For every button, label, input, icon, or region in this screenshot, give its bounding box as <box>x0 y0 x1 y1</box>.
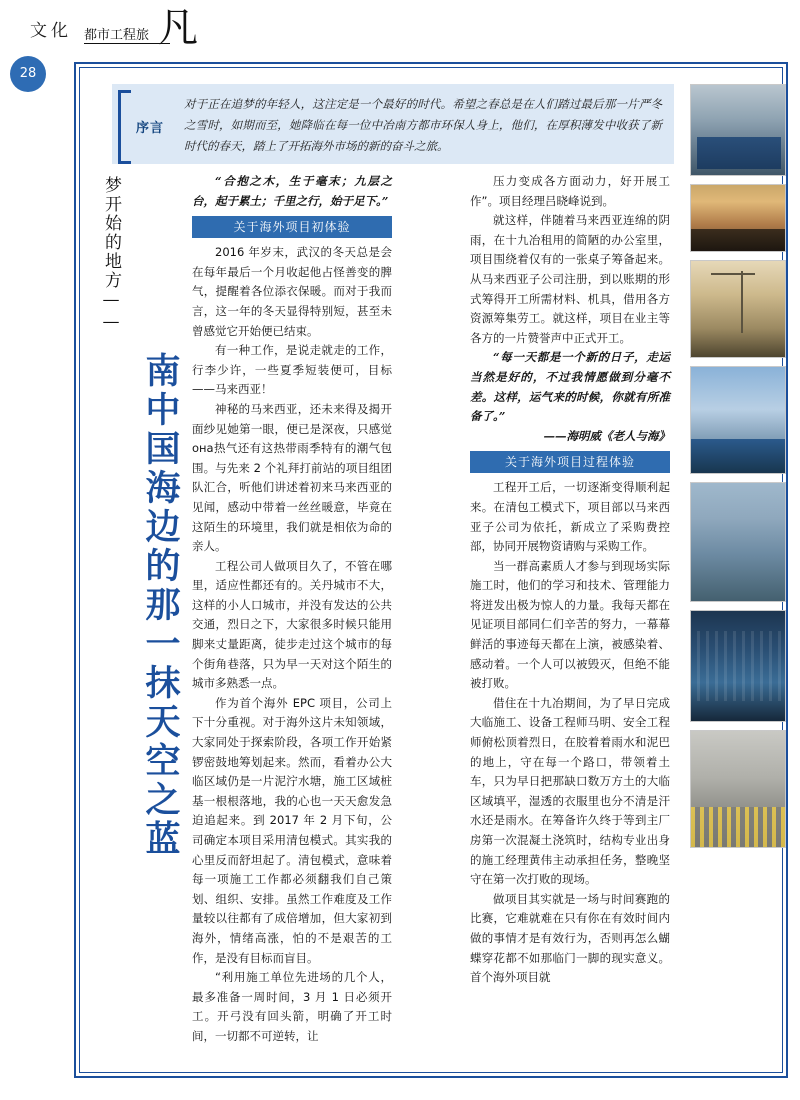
preface-bracket-icon <box>118 90 131 164</box>
body-paragraph: 工程开工后，一切逐渐变得顺利起来。在清包工模式下，项目部以马来西亚子公司为依托，新成立了采购费控部，协同开展物资请购与采购工作。 <box>470 480 670 554</box>
page-number-badge: 28 <box>10 56 46 92</box>
flagpoles-ceremony-photo <box>690 366 786 474</box>
article-headline <box>86 172 182 932</box>
quote-attribution: ——海明威《老人与海》 <box>543 428 670 443</box>
page-frame-inner <box>79 67 783 1073</box>
page-title: 南中国海边的那一抹天空之蓝 <box>140 352 181 859</box>
body-column-middle <box>192 172 392 1047</box>
body-paragraph: 借住在十九冶期间，为了早日完成大临施工、设备工程师马明、安全工程师俯松顶着烈日，在胶着着雨水和泥巴的地上，守在每一个路口，带领着土车，只为早日把那缺口数万方土的大临区域填平，湿透的衣服里也分不清是汗水还是雨水。在筹备许久终于等到主厂房第一次混凝土浇筑时，结构专业出身的施工经理黄伟主动承担任务，整晚坚守在第一次打败的现场。 <box>470 695 670 887</box>
photo-rail <box>690 84 786 856</box>
section-label: 文化 <box>30 21 72 41</box>
body-paragraph: 工程公司人做项目久了，不管在哪里，适应性都还有的。关丹城市不大，这样的小人口城市，并没有发达的公共交通，烈日之下，大家很多时候只能用脚来丈量距离，徒步走过这个城市的每个街角巷落，只为早一天对这个陌生的城市多熟悉一点。 <box>192 558 392 691</box>
sunset-site-photo <box>690 184 786 252</box>
body-paragraph: 就这样，伴随着马来西亚连绵的阴雨，在十九冶租用的简陋的办公室里，项目围绕着仅有的一张桌子筹备起来。从马来西亚子公司注册，到以账期的形式筹得开工所需材料、机具，借用各方资源筹集劳工。就这样，项目在业主等各方的一片赞誉声中正式开工。 <box>470 213 670 345</box>
preface-label: 序言 <box>136 121 165 136</box>
body-paragraph: 当一群高素质人才参与到现场实际施工时，他们的学习和技术、管理能力将迸发出极为惊人的力量。我每天都在见证项目部同仁们辛苦的努力，一幕幕鲜活的事迹每天都在上演，被感染着、感动着。一个人可以被毁灭，但绝不能被打败。 <box>470 558 670 691</box>
body-paragraph: 做项目其实就是一场与时间赛跑的比赛，它难就难在只有你在有效时间内做的事情才是有效行为，否则再怎么蝴蝶穿花都不如那临门一脚的现实意义。首个海外项目就 <box>470 891 670 985</box>
body-paragraph: 2016 年岁末，武汉的冬天总是会在每年最后一个月收起他占怪善变的脾气，提醒着各位添衣保暖。而对于我而言，这一年的冬天显得特别短，甚至未曾感觉它开始便已结束。 <box>192 245 392 338</box>
body-paragraph: “利用施工单位先进场的几个人，最多准备一周时间，3 月 1 日必须开工。开弓没有回头箭，明确了开工时间，一切都不可逆转，让 <box>192 970 392 1043</box>
preface-text: 对于正在追梦的年轻人，这注定是一个最好的时代。希望之春总是在人们踏过最后那一片严冬之雪时，如期而至，她降临在每一位中冶南方都市环保人身上，他们，在厚积薄发中收获了新时代的春天，踏上了开拓海外市场的新的奋斗之旅。 <box>184 97 662 153</box>
body-paragraph: 有一种工作，是说走就走的工作，行李少许，一些夏季短装便可，目标——马来西亚！ <box>192 343 392 397</box>
masthead-chinese-title: 都市工程旅 <box>84 28 150 43</box>
headline-kicker: 梦开始的地方—— <box>101 176 121 334</box>
body-paragraph: 神秘的马来西亚，还未来得及揭开面纱见她第一眼，便已是深夜，只感觉она热气还有这热带雨季特有的潮气包围。与先来 2 个礼拜打前站的项目组团队汇合，听他们讲述着初来马来西亚的见闻，感动中带着一丝丝暖意，毕竟在这陌生的环境里，我们就是相依为命的亲人。 <box>192 401 392 554</box>
control-room-photo <box>690 610 786 722</box>
section-subhead: 关于海外项目初体验 <box>192 216 392 238</box>
workshop-interior-photo <box>690 730 786 848</box>
body-column-right <box>470 172 670 988</box>
page-header <box>0 0 800 81</box>
masthead-glyph: 凡 <box>158 5 198 51</box>
section-subhead: 关于海外项目过程体验 <box>470 451 670 473</box>
pull-quote: “合抱之木，生于毫末；九层之台，起于累土；千里之行，始于足下。” <box>192 174 392 208</box>
body-paragraph: 压力变成各方面动力，好开展工作”。项目经理吕晓峰说到。 <box>470 174 670 208</box>
group-photo-ceremony <box>690 84 786 176</box>
aerial-plant-photo <box>690 482 786 602</box>
masthead <box>84 5 204 52</box>
pull-quote: “每一天都是一个新的日子，走运当然是好的，不过我情愿做到分毫不差。这样，运气来的时候，你就有所准备了。” <box>470 350 670 424</box>
body-paragraph: 作为首个海外 EPC 项目，公司上下十分重视。对于海外这片未知领域，大家同处于探索阶段，各项工作开始紧锣密鼓地筹划起来。然而，看着办公大临区域仍是一片泥泞水塘，施工区域桩基一根根落地，我的心也一天天愈发急迫追起来。到 2017 年 2 月下旬，公司确定本项目采用清包模式。其实我的心里反而舒坦起了。清包模式，意味着每一项施工工作都必须翻我们自己策划、组织、安排。虽然工作难度及工作量较以往都有了成倍增加，但大家初到海外，情绪高涨，怕的不是艰苦的工作，是没有目标而盲目。 <box>192 695 392 965</box>
preface-box <box>112 84 674 164</box>
crane-construction-photo <box>690 260 786 358</box>
